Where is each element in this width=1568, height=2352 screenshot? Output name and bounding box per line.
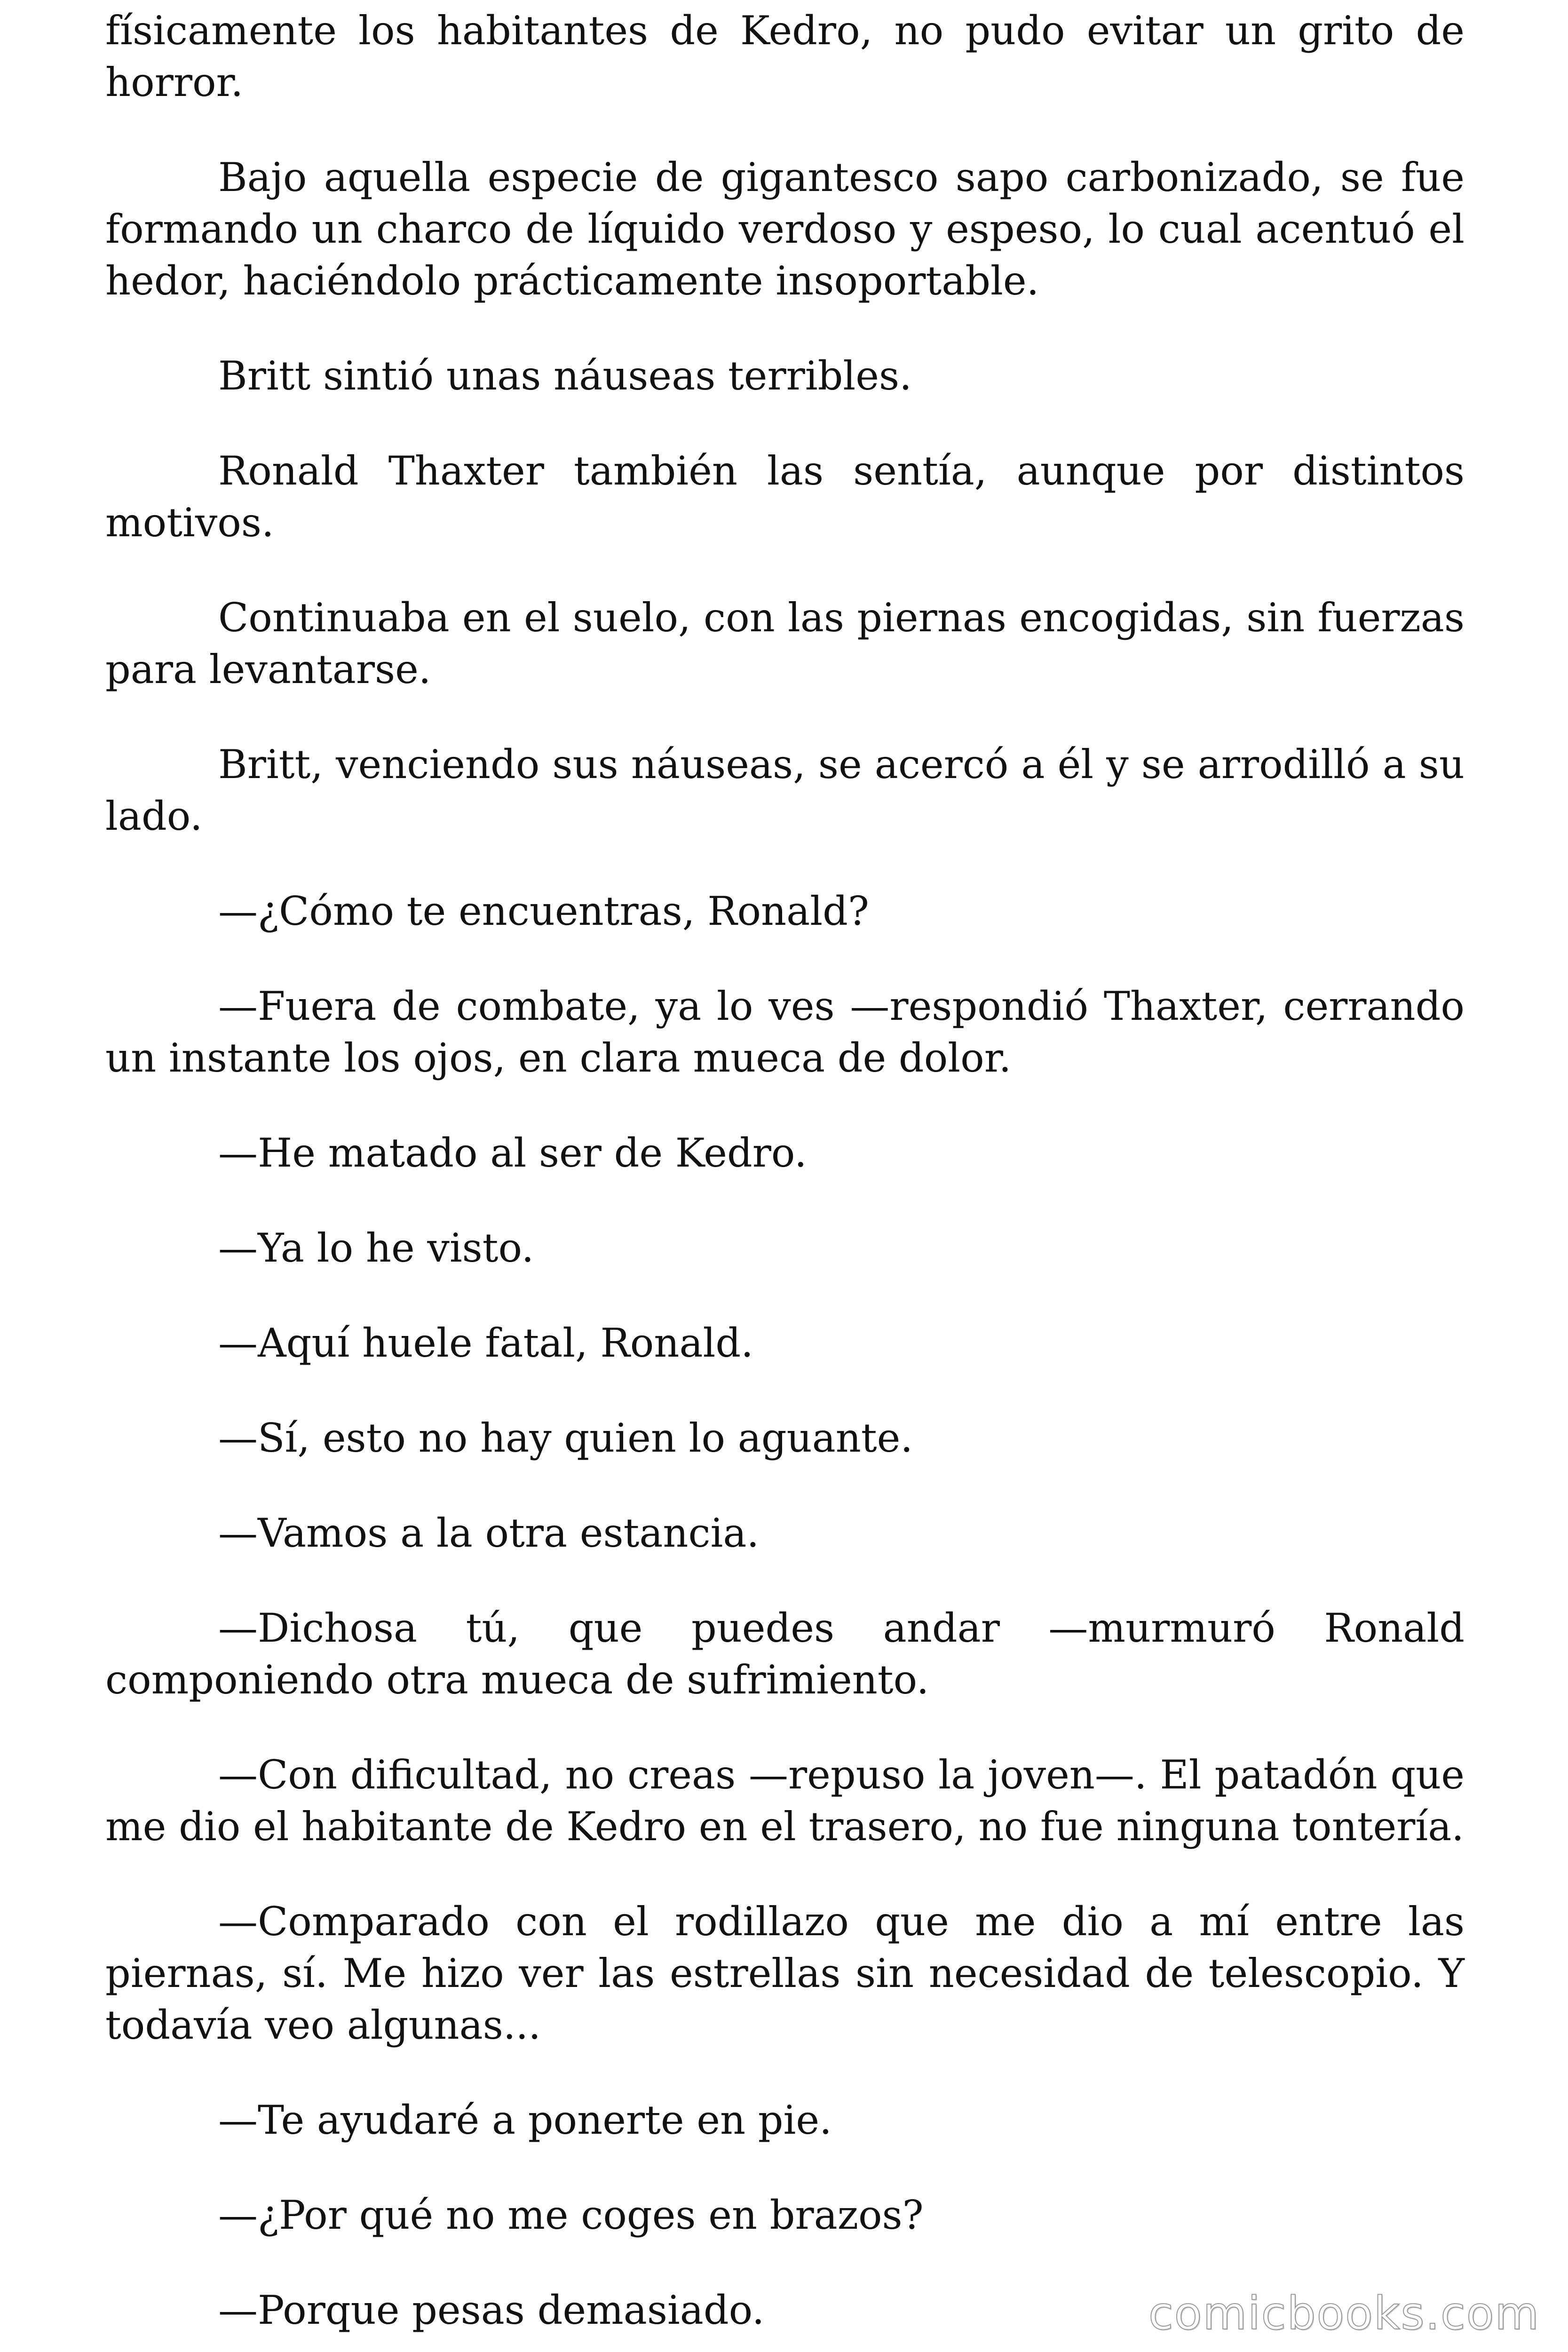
dialogue-line: —He matado al ser de Kedro. [218,1130,807,1176]
dialogue-line: —Te ayudaré a ponerte en pie. [218,2097,832,2143]
dialogue-line: —Aquí huele fatal, Ronald. [218,1320,753,1366]
paragraph: Ronald Thaxter también las sentía, aunque por distintos motivos. [105,448,1465,546]
watermark: comicbooks.com [1148,2287,1540,2340]
dialogue-line: —Ya lo he visto. [218,1225,534,1271]
text-column [105,5,1465,2352]
paragraph: Britt sintió unas náuseas terribles. [218,353,912,399]
dialogue-line: —¿Por qué no me coges en brazos? [218,2192,924,2238]
paragraph: Britt, venciendo sus náuseas, se acercó a él y se arrodilló a su lado. [105,741,1465,839]
dialogue-line: —Con dificultad, no creas —repuso la joven—. El patadón que me dio el habitante de Kedro en el trasero, no fue ninguna tontería. [105,1752,1465,1850]
dialogue-line: —Porque pesas demasiado. [218,2287,765,2333]
paragraph: Bajo aquella especie de gigantesco sapo carbonizado, se fue formando un charco de líquido verdoso y espeso, lo cual acentuó el hedor, haciéndolo prácticamente insoportable. [105,154,1465,304]
dialogue-line: —¿Cómo te encuentras, Ronald? [218,888,869,934]
paragraph: físicamente los habitantes de Kedro, no pudo evitar un grito de horror. [105,8,1465,105]
dialogue-line: —Dichosa tú, que puedes andar —murmuró Ronald componiendo otra mueca de sufrimiento. [105,1605,1465,1703]
dialogue-line: —Vamos a la otra estancia. [218,1510,760,1556]
dialogue-line: —Fuera de combate, ya lo ves —respondió Thaxter, cerrando un instante los ojos, en clara mueca de dolor. [105,983,1465,1081]
paragraph: Continuaba en el suelo, con las piernas encogidas, sin fuerzas para levantarse. [105,595,1465,692]
dialogue-line: —Sí, esto no hay quien lo aguante. [218,1415,913,1461]
dialogue-line: —Comparado con el rodillazo que me dio a mí entre las piernas, sí. Me hizo ver las estrellas sin necesidad de telescopio. Y todavía veo algunas... [105,1899,1465,2048]
